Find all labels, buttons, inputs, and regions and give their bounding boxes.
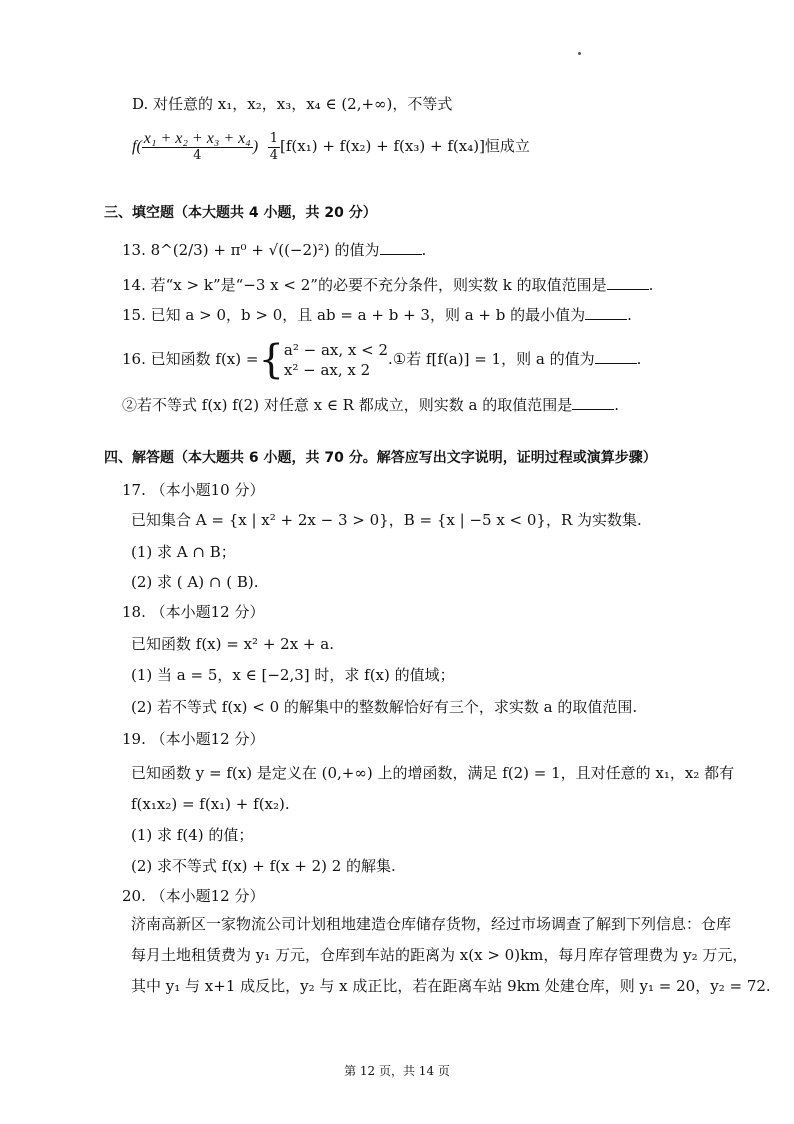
q19-stem-1: 已知函数 y = f(x) 是定义在 (0,+∞) 上的增函数，满足 f(2) = 1，且对任意的 x₁，x₂ 都有 (131, 764, 735, 782)
q20-line-3: 其中 y₁ 与 x+1 成反比，y₂ 与 x 成正比，若在距离车站 9km 处建仓库，则 y₁ = 20，y₂ = 72. (131, 977, 771, 995)
section-4-title: 四、解答题（本大题共 6 小题，共 70 分。解答应写出文字说明，证明过程或演算步骤） (104, 450, 657, 466)
question-15: 15. 已知 a > 0，b > 0，且 ab = a + b + 3，则 a + b 的最小值为 . (122, 306, 632, 324)
q13-text: 13. 8^(2/3) + π⁰ + √((−2)²) 的值为 (122, 241, 380, 259)
option-d-line1: D. 对任意的 x₁，x₂，x₃，x₄ ∈ (2,+∞)，不等式 (132, 95, 453, 113)
question-13: 13. 8^(2/3) + π⁰ + √((−2)²) 的值为 . (122, 241, 427, 259)
q17-head: 17. （本小题10 分） (122, 481, 265, 499)
q19-stem-2: f(x₁x₂) = f(x₁) + f(x₂). (131, 795, 290, 813)
f-open: f( (132, 138, 142, 155)
q16-part2-text: ②若不等式 f(x) f(2) 对任意 x ∈ R 都成立，则实数 a 的取值范围是 (122, 396, 573, 414)
q13-answer-blank[interactable] (380, 240, 422, 255)
scan-speck (578, 52, 581, 55)
q16-cases (284, 340, 388, 380)
question-16-part-2: ②若不等式 f(x) f(2) 对任意 x ∈ R 都成立，则实数 a 的取值范围是 . (122, 396, 620, 414)
page-number: 第 12 页，共 14 页 (344, 1064, 450, 1078)
q16-case-1: a² − ax, x < 2 (283, 341, 389, 359)
question-16: 16. 已知函数 f(x) ={ a² − ax, x < 2 x² − ax, x 2 .①若 f[f(a)] = 1，则 a 的值为 . (122, 337, 642, 383)
cases-brace: { (258, 337, 284, 383)
avg-numerator: x₁ + x₂ + x₃ + x₄ (143, 129, 251, 147)
q20-line-1: 济南高新区一家物流公司计划租地建造仓库储存货物，经过市场调查了解到下列信息：仓库 (131, 915, 732, 933)
q18-stem: 已知函数 f(x) = x² + 2x + a. (131, 635, 334, 653)
q18-part2: (2) 若不等式 f(x) < 0 的解集中的整数解恰好有三个，求实数 a 的取值范围. (131, 698, 638, 716)
q17-stem: 已知集合 A = {x | x² + 2x − 3 > 0}，B = {x | −5 x < 0}，R 为实数集. (131, 511, 642, 529)
q14-answer-blank[interactable] (607, 275, 649, 290)
q16-answer-blank-1[interactable] (595, 349, 637, 364)
option-d-rest: [f(x₁) + f(x₂) + f(x₃) + f(x₄)]恒成立 (279, 137, 530, 155)
q16-suffix: .①若 f[f(a)] = 1，则 a 的值为 (388, 350, 595, 368)
q20-line-2: 每月土地租赁费为 y₁ 万元，仓库到车站的距离为 x(x > 0)km，每月库存管理费为 y₂ 万元， (131, 946, 748, 964)
q16-answer-blank-2[interactable] (572, 395, 614, 410)
q19-head: 19. （本小题12 分） (122, 730, 265, 748)
q14-text: 14. 若“x > k”是“−3 x < 2”的必要不充分条件，则实数 k 的取值范围是 (122, 276, 607, 294)
avg-denominator: 4 (193, 147, 202, 163)
q19-part2: (2) 求不等式 f(x) + f(x + 2) 2 的解集. (131, 857, 396, 875)
avg-fraction (142, 131, 253, 164)
q17-part1: (1) 求 A ∩ B； (131, 543, 236, 561)
option-d-line2 (132, 126, 530, 167)
q15-answer-blank[interactable] (585, 305, 627, 320)
section-3-title: 三、填空题（本大题共 4 小题，共 20 分） (104, 205, 377, 221)
f-close: ) (252, 138, 259, 155)
quarter-numerator: 1 (269, 130, 278, 146)
question-14: 14. 若“x > k”是“−3 x < 2”的必要不充分条件，则实数 k 的取值范围是 . (122, 276, 654, 294)
q17-part2: (2) 求 ( A) ∩ ( B). (131, 573, 259, 591)
q15-text: 15. 已知 a > 0，b > 0，且 ab = a + b + 3，则 a + b 的最小值为 (122, 306, 586, 324)
quarter-denominator: 4 (269, 147, 278, 163)
q19-part1: (1) 求 f(4) 的值； (131, 826, 254, 844)
q16-case-2: x² − ax, x 2 (283, 361, 371, 379)
q20-head: 20. （本小题12 分） (122, 887, 265, 905)
q18-head: 18. （本小题12 分） (122, 603, 265, 621)
q18-part1: (1) 当 a = 5，x ∈ [−2,3] 时，求 f(x) 的值域； (131, 666, 455, 684)
quarter-fraction (268, 131, 280, 164)
q16-prefix: 16. 已知函数 f(x) = (122, 350, 259, 368)
